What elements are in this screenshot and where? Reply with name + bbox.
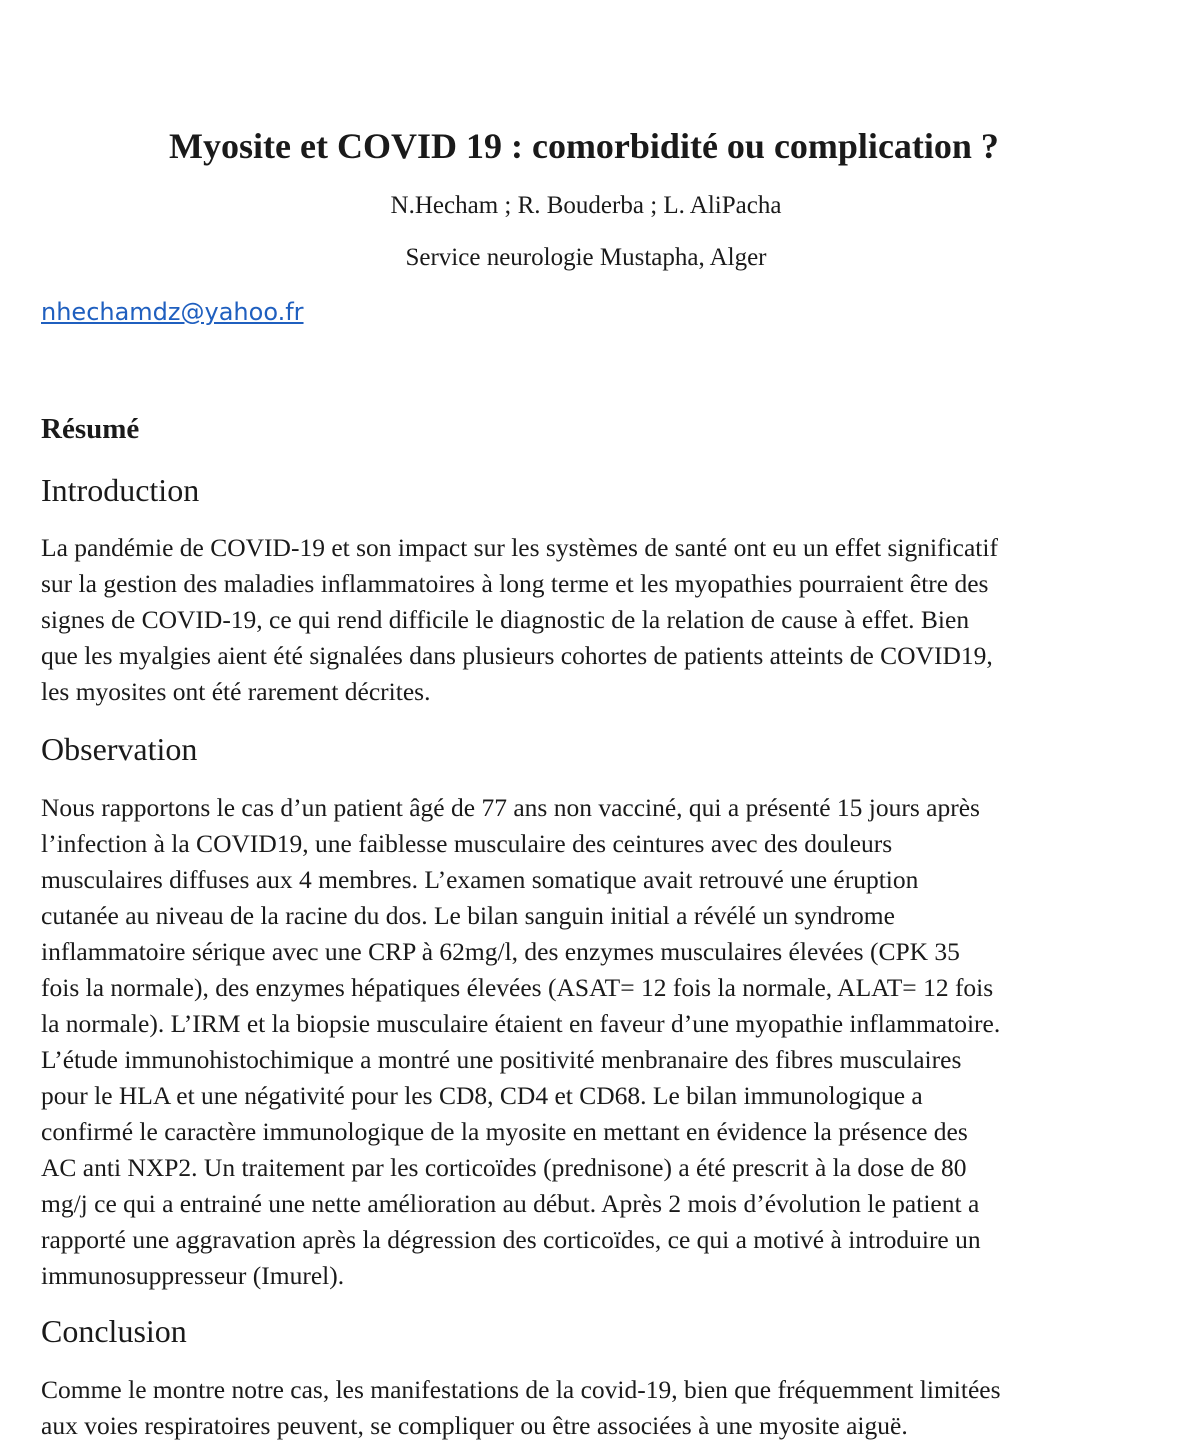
- paragraph-line: la normale). L’IRM et la biopsie musculaire étaient en faveur d’une myopathie inflammatoire.: [41, 1009, 1001, 1038]
- paragraph-line: que les myalgies aient été signalées dans plusieurs cohortes de patients atteints de COVID19,: [41, 641, 993, 670]
- introduction-heading: Introduction: [41, 472, 200, 508]
- paragraph-line: rapporté une aggravation après la dégression des corticoïdes, ce qui a motivé à introduire un: [41, 1225, 981, 1254]
- resume-heading: Résumé: [41, 413, 140, 445]
- paragraph-line: inflammatoire sérique avec une CRP à 62mg/l, des enzymes musculaires élevées (CPK 35: [41, 937, 960, 966]
- observation-paragraph: [41, 790, 1141, 1294]
- paragraph-line: l’infection à la COVID19, une faiblesse musculaire des ceintures avec des douleurs: [41, 829, 893, 858]
- paragraph-line: immunosuppresseur (Imurel).: [41, 1261, 345, 1290]
- paragraph-line: cutanée au niveau de la racine du dos. Le bilan sanguin initial a révélé un syndrome: [41, 901, 895, 930]
- paragraph-line: AC anti NXP2. Un traitement par les corticoïdes (prednisone) a été prescrit à la dose de 80: [41, 1153, 967, 1182]
- affiliation: Service neurologie Mustapha, Alger: [405, 244, 767, 271]
- paragraph-line: les myosites ont été rarement décrites.: [41, 677, 431, 706]
- paragraph-line: La pandémie de COVID-19 et son impact sur les systèmes de santé ont eu un effet significatif: [41, 533, 998, 562]
- paragraph-line: Nous rapportons le cas d’un patient âgé de 77 ans non vacciné, qui a présenté 15 jours après: [41, 793, 980, 822]
- conclusion-heading: Conclusion: [41, 1313, 187, 1349]
- paragraph-line: L’étude immunohistochimique a montré une positivité menbranaire des fibres musculaires: [41, 1045, 962, 1074]
- email-link[interactable]: nhechamdz@yahoo.fr: [41, 298, 304, 326]
- paragraph-line: mg/j ce qui a entrainé une nette amélioration au début. Après 2 mois d’évolution le patient a: [41, 1189, 980, 1218]
- paragraph-line: confirmé le caractère immunologique de la myosite en mettant en évidence la présence des: [41, 1117, 968, 1146]
- observation-heading: Observation: [41, 731, 198, 767]
- paragraph-line: Comme le montre notre cas, les manifestations de la covid-19, bien que fréquemment limitées: [41, 1375, 1001, 1404]
- paper-title: Myosite et COVID 19 : comorbidité ou complication ?: [169, 126, 999, 166]
- paragraph-line: fois la normale), des enzymes hépatiques élevées (ASAT= 12 fois la normale, ALAT= 12 fois: [41, 973, 994, 1002]
- paragraph-line: musculaires diffuses aux 4 membres. L’examen somatique avait retrouvé une éruption: [41, 865, 919, 894]
- introduction-paragraph: [41, 530, 1141, 710]
- paragraph-line: sur la gestion des maladies inflammatoires à long terme et les myopathies pourraient être des: [41, 569, 989, 598]
- conclusion-paragraph: [41, 1372, 1141, 1444]
- author-list: N.Hecham ; R. Bouderba ; L. AliPacha: [390, 192, 782, 219]
- paragraph-line: signes de COVID-19, ce qui rend difficile le diagnostic de la relation de cause à effet. Bien: [41, 605, 970, 634]
- paragraph-line: pour le HLA et une négativité pour les CD8, CD4 et CD68. Le bilan immunologique a: [41, 1081, 923, 1110]
- paragraph-line: aux voies respiratoires peuvent, se compliquer ou être associées à une myosite aiguë.: [41, 1411, 908, 1440]
